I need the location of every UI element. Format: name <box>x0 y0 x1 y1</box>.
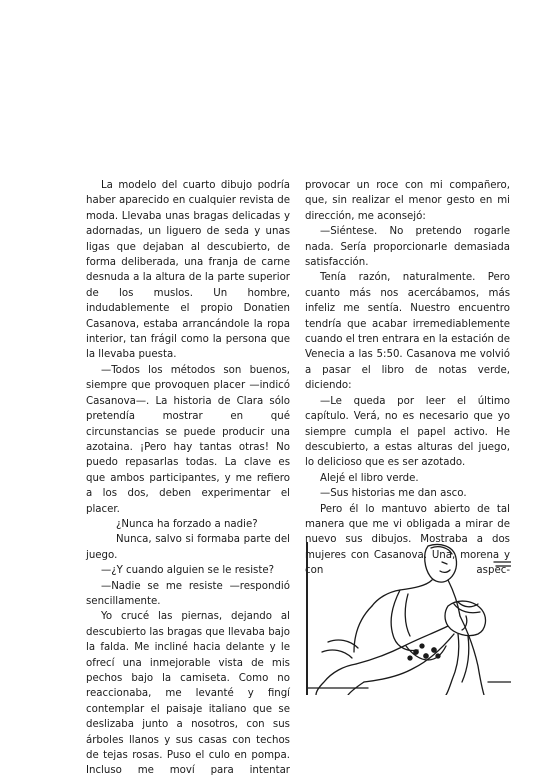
paragraph: provocar un roce con mi compañero, que, sin realizar el menor gesto en mi dirección, me aconsejó: <box>305 180 510 222</box>
paragraph: —Le queda por leer el último capítulo. Verá, no es necesario que yo siempre cumpla el papel activo. He descubierto, a estas alturas del juego, lo delicioso que es ser azotado. <box>305 395 510 469</box>
paragraph: —¿Y cuando alguien se le resiste? <box>101 565 275 577</box>
paragraph: La modelo del cuarto dibujo podría haber aparecido en cualquier revista de moda. Llevaba unas bragas delicadas y adornadas, un liguero de seda y unas ligas que dejaban al descubierto, de forma deliberada, una franja de carne desnuda a la altura de la parte superior de los muslos. Un hombre, indudablemente el propio Donatien Casanova, estaba arrancándole la ropa interior, tan frágil como la persona que la llevaba puesta. <box>86 180 290 361</box>
left-text-column <box>86 178 290 779</box>
right-text-column <box>305 178 510 579</box>
paragraph: Tenía razón, naturalmente. Pero cuanto más nos acercábamos, más infeliz me sentía. Nuestro encuentro tendría que acabar irremediablemente cuando el tren entrara en la estación de Venecia a las 5:50. Casanova me volvió a pasar el libro de notas verde, diciendo: <box>305 272 510 392</box>
line-drawing-illustration <box>306 542 511 695</box>
paragraph: ¿Nunca ha forzado a nadie? <box>116 518 258 530</box>
paragraph: Yo crucé las piernas, dejando al descubierto las bragas que llevaba bajo la falda. Me incliné hacia delante y le ofrecí una inmejorable vista de mis pechos bajo la camiseta. Como no reaccionaba, me levanté y fingí contemplar el paisaje italiano que se deslizaba junto a nosotros, con sus árboles llanos y sus casas con techos de tejas rosas. Puso el culo en pompa. Incluso me moví para intentar <box>86 611 290 777</box>
paragraph: —Sus historias me dan asco. <box>320 488 467 500</box>
paragraph: —Siéntese. No pretendo rogarle nada. Sería proporcionarle demasiada satisfacción. <box>305 226 510 269</box>
paragraph: —Todos los métodos son buenos, siempre que provoquen placer —indicó Casanova—. La historia de Clara sólo pretendía mostrar en qué circunstancias se puede producir una azotaina. ¡Pero hay tantas otras! No puedo repasarlas todas. La clave es que ambos participantes, y me refiero a los dos, deben experimentar el placer. <box>86 364 290 515</box>
paragraph: Alejé el libro verde. <box>320 472 419 484</box>
paragraph: Nunca, salvo si formaba parte del juego. <box>86 534 290 561</box>
paragraph: Pero él lo mantuvo abierto de tal manera que me vi obligada a mirar de nuevo sus dibujos. Mostraba a dos mujeres con Casanova. Una, morena y con aspec- <box>305 503 510 577</box>
paragraph: —Nadie se me resiste —respondió sencillamente. <box>86 580 290 607</box>
